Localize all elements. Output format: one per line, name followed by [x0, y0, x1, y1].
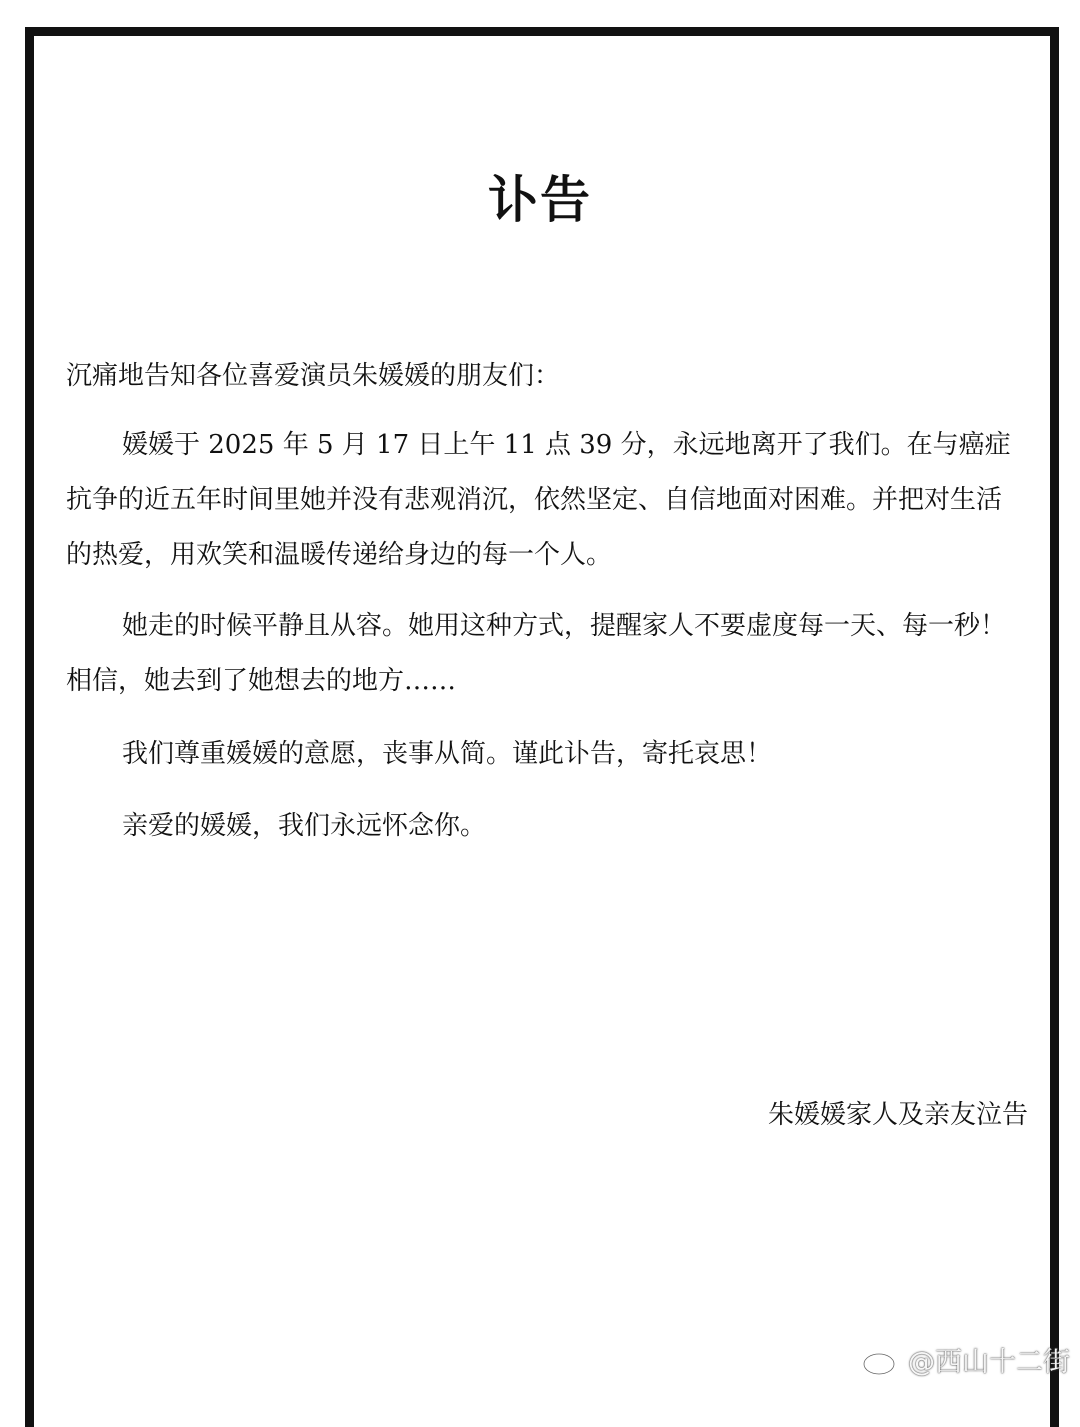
notice-paragraph-3: 我们尊重媛媛的意愿，丧事从简。谨此讣告，寄托哀思！ [122, 739, 773, 769]
notice-paragraph-4: 亲爱的媛媛，我们永远怀念你。 [122, 811, 487, 841]
notice-signature: 朱媛媛家人及亲友泣告 [767, 1100, 1028, 1130]
notice-title: 讣告 [488, 171, 592, 229]
notice-paragraph-1: 媛媛于 2025 年 5 月 17 日上午 11 点 39 分，永远地离开了我们。在与癌症抗争的近五年时间里她并没有悲观消沉，依然坚定、自信地面对困难。并把对生活的热爱，用欢笑和温暖传递给身边的每一个人。 [66, 430, 1011, 570]
notice-paragraph-2: 她走的时候平静且从容。她用这种方式，提醒家人不要虚度每一天、每一秒！相信，她去到了她想去的地方…… [66, 611, 1007, 696]
watermark [862, 1340, 1070, 1379]
notice-salutation: 沉痛地告知各位喜爱演员朱媛媛的朋友们： [66, 361, 561, 391]
watermark-text: @西山十二街 [908, 1347, 1070, 1378]
weibo-icon [862, 1344, 902, 1376]
